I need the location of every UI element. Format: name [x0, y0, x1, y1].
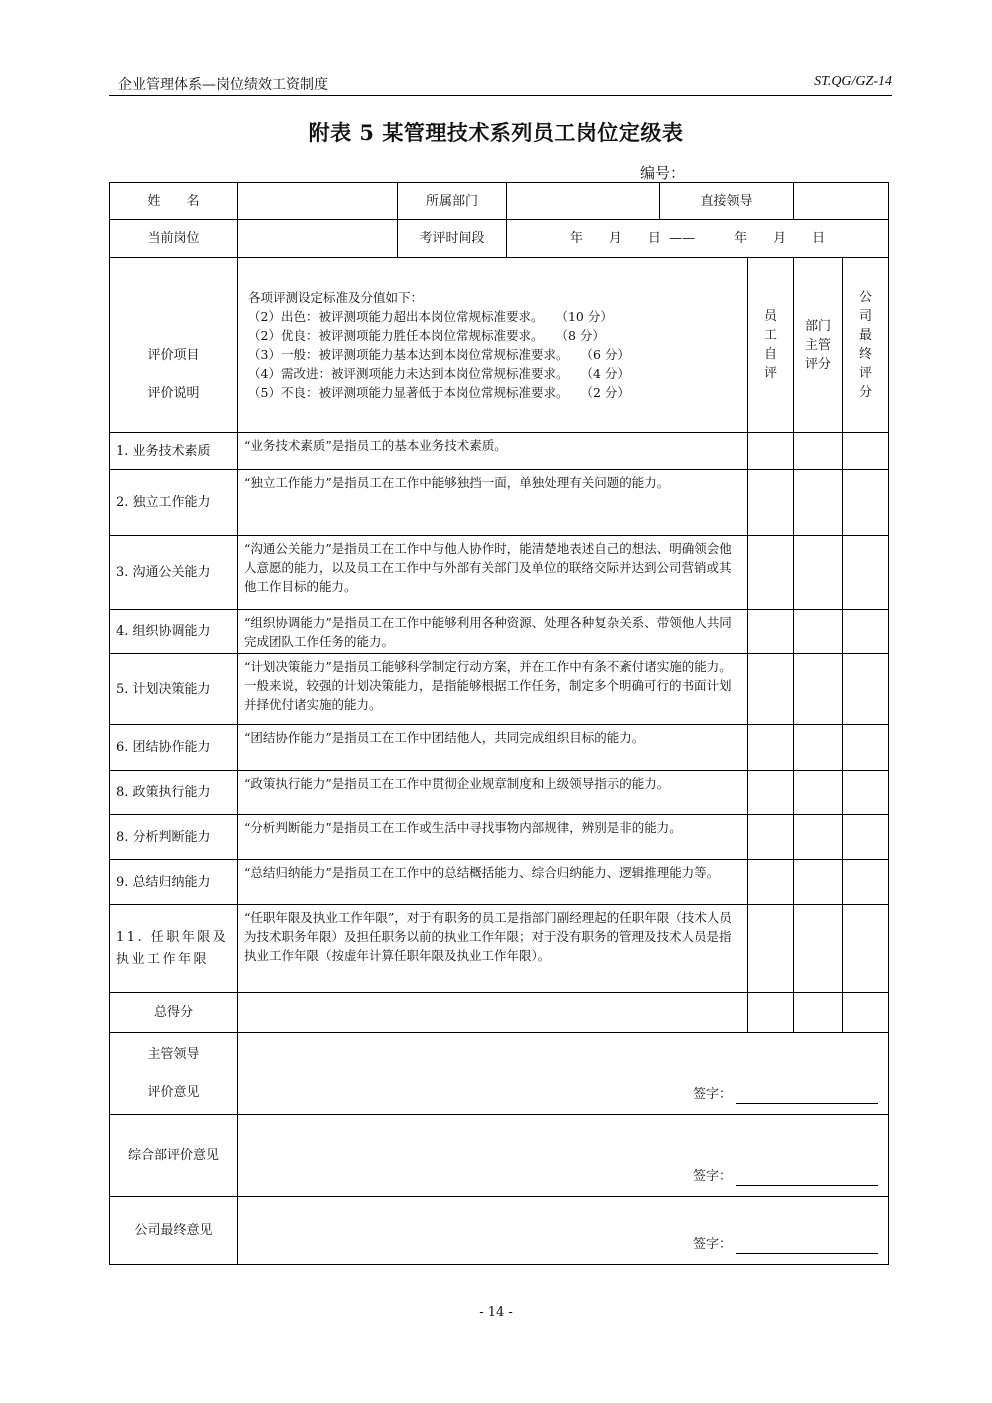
manager-score-cell[interactable] — [794, 470, 843, 536]
leader-label: 直接领导 — [660, 183, 794, 220]
company-score-cell[interactable] — [843, 610, 889, 654]
evaluation-item-row — [110, 610, 889, 654]
company-score-header-char: 最 — [859, 328, 873, 343]
info-row-2 — [110, 220, 889, 258]
evaluation-item-name: 5. 计划决策能力 — [110, 654, 238, 725]
scoring-level-text: （2）优良：被评测项能力胜任本岗位常规标准要求。 — [248, 328, 544, 343]
manager-score-cell[interactable] — [794, 815, 843, 860]
header-right: ST.QG/GZ-14 — [814, 74, 892, 89]
company-score-cell[interactable] — [843, 725, 889, 771]
scoring-level — [248, 326, 741, 345]
manager-score-cell[interactable] — [794, 771, 843, 815]
scoring-level — [248, 383, 741, 402]
position-label: 当前岗位 — [110, 220, 238, 258]
evaluation-item-desc: “政策执行能力”是指员工在工作中贯彻企业规章制度和上级领导指示的能力。 — [238, 771, 748, 815]
serial-blank[interactable] — [691, 168, 876, 183]
company-sign-label: 签字： — [693, 1237, 733, 1252]
self-score-header-char: 工 — [764, 328, 778, 343]
manager-sign-blank[interactable] — [736, 1089, 878, 1104]
evaluation-item-name: 1. 业务技术素质 — [110, 433, 238, 470]
manager-score-header — [794, 258, 843, 433]
manager-score-cell[interactable] — [794, 433, 843, 470]
scoring-standard — [238, 258, 748, 433]
scoring-level — [248, 364, 741, 383]
grading-table — [109, 182, 889, 1265]
self-score-cell[interactable] — [748, 536, 794, 610]
scoring-level — [248, 307, 741, 326]
company-score-header — [843, 258, 889, 433]
scoring-level-points: （4 分） — [580, 366, 630, 381]
company-opinion-row — [110, 1197, 889, 1265]
criteria-row — [110, 258, 889, 433]
dept-label: 所属部门 — [398, 183, 507, 220]
dept-field[interactable] — [507, 183, 660, 220]
evaluation-item-row — [110, 725, 889, 771]
page-title: 附表 5 某管理技术系列员工岗位定级表 — [308, 120, 684, 145]
scoring-intro: 各项评测设定标准及分值如下： — [248, 290, 424, 305]
company-score-header-char: 终 — [859, 347, 873, 362]
evaluation-item-row — [110, 536, 889, 610]
header-left: 企业管理体系—岗位绩效工资制度 — [118, 77, 328, 93]
self-score-cell[interactable] — [748, 860, 794, 905]
name-field[interactable] — [238, 183, 398, 220]
leader-field[interactable] — [794, 183, 889, 220]
hr-opinion-field[interactable] — [238, 1115, 889, 1197]
company-score-cell[interactable] — [843, 905, 889, 993]
evaluation-items — [110, 433, 889, 993]
evaluation-item-desc: “团结协作能力”是指员工在工作中团结他人，共同完成组织目标的能力。 — [238, 725, 748, 771]
total-self[interactable] — [748, 993, 794, 1033]
info-row-1 — [110, 183, 889, 220]
self-score-header-char: 员 — [764, 309, 778, 324]
self-score-cell[interactable] — [748, 610, 794, 654]
page-number: - 14 - — [479, 1305, 513, 1320]
manager-score-cell[interactable] — [794, 536, 843, 610]
hr-sign-blank[interactable] — [736, 1171, 878, 1186]
scoring-level-text: （5）不良：被评测项能力显著低于本岗位常规标准要求。 — [248, 385, 569, 400]
company-score-cell[interactable] — [843, 433, 889, 470]
company-score-cell[interactable] — [843, 654, 889, 725]
evaluation-item-name: 4. 组织协调能力 — [110, 610, 238, 654]
period-label: 考评时间段 — [398, 220, 507, 258]
evaluation-item-name: 3. 沟通公关能力 — [110, 536, 238, 610]
serial-number-field[interactable] — [640, 162, 876, 183]
evaluation-item-row — [110, 815, 889, 860]
evaluation-item-desc: “任职年限及执业工作年限”，对于有职务的员工是指部门副经理起的任职年限（技术人员为技术职务年限）及担任职务以前的执业工作年限；对于没有职务的管理及技术人员是指执业工作年限（按虚年计算任职年限及执业工作年限）。 — [238, 905, 748, 993]
evaluation-item-desc: “独立工作能力”是指员工在工作中能够独挡一面，单独处理有关问题的能力。 — [238, 470, 748, 536]
scoring-level-text: （3）一般：被评测项能力基本达到本岗位常规标准要求。 — [248, 347, 569, 362]
manager-opinion-line1: 主管领导 — [147, 1046, 200, 1062]
hr-opinion-label: 综合部评价意见 — [110, 1115, 238, 1197]
company-score-header-char: 司 — [859, 309, 873, 324]
evaluation-item-desc: “沟通公关能力”是指员工在工作中与他人协作时，能清楚地表述自己的想法、明确领会他人意愿的能力，以及员工在工作中与外部有关部门及单位的联络交际并达到公司营销或其他工作目标的能力。 — [238, 536, 748, 610]
evaluation-item-desc: “组织协调能力”是指员工在工作中能够利用各种资源、处理各种复杂关系、带领他人共同完成团队工作任务的能力。 — [238, 610, 748, 654]
company-sign-blank[interactable] — [736, 1239, 878, 1254]
hr-opinion-row — [110, 1115, 889, 1197]
evaluation-item-name: 8. 政策执行能力 — [110, 771, 238, 815]
evaluation-item-name: 11. 任职年限及执业工作年限 — [110, 905, 238, 993]
company-score-cell[interactable] — [843, 815, 889, 860]
total-row — [110, 993, 889, 1033]
scoring-level-points: （2 分） — [580, 385, 630, 400]
period-field[interactable]: 年 月 日 —— 年 月 日 — [507, 220, 889, 258]
total-manager[interactable] — [794, 993, 843, 1033]
manager-opinion-line2: 评价意见 — [147, 1084, 200, 1100]
scoring-level-points: （6 分） — [580, 347, 630, 362]
scoring-level-points: （10 分） — [555, 309, 613, 324]
item-label: 评价项目 — [147, 348, 200, 363]
evaluation-item-name: 9. 总结归纳能力 — [110, 860, 238, 905]
manager-score-cell[interactable] — [794, 860, 843, 905]
manager-opinion-row — [110, 1033, 889, 1115]
scoring-level — [248, 345, 741, 364]
evaluation-item-name: 8. 分析判断能力 — [110, 815, 238, 860]
evaluation-item-desc: “业务技术素质”是指员工的基本业务技术素质。 — [238, 433, 748, 470]
evaluation-item-desc: “分析判断能力”是指员工在工作或生活中寻找事物内部规律，辨别是非的能力。 — [238, 815, 748, 860]
evaluation-item-row — [110, 433, 889, 470]
manager-score-cell[interactable] — [794, 725, 843, 771]
self-score-cell[interactable] — [748, 771, 794, 815]
evaluation-item-desc: “总结归纳能力”是指员工在工作中的总结概括能力、综合归纳能力、逻辑推理能力等。 — [238, 860, 748, 905]
total-field[interactable] — [238, 993, 748, 1033]
hr-sign-label: 签字： — [693, 1169, 733, 1184]
scoring-level-text: （4）需改进：被评测项能力未达到本岗位常规标准要求。 — [248, 366, 569, 381]
manager-score-header-char: 评分 — [805, 356, 832, 372]
evaluation-item-row — [110, 470, 889, 536]
company-score-cell[interactable] — [843, 860, 889, 905]
name-label: 姓 名 — [110, 183, 238, 220]
company-score-cell[interactable] — [843, 771, 889, 815]
desc-label: 评价说明 — [147, 386, 200, 401]
evaluation-item-row — [110, 860, 889, 905]
manager-opinion-field[interactable] — [238, 1033, 889, 1115]
scoring-levels — [248, 307, 741, 402]
company-score-header-char: 评 — [859, 366, 873, 381]
header-divider — [109, 95, 892, 96]
company-opinion-field[interactable] — [238, 1197, 889, 1265]
manager-opinion-label — [110, 1033, 238, 1115]
company-score-cell[interactable] — [843, 470, 889, 536]
serial-label: 编号： — [640, 164, 686, 182]
self-score-header-char: 评 — [764, 366, 778, 381]
manager-score-cell[interactable] — [794, 905, 843, 993]
evaluation-item-name: 2. 独立工作能力 — [110, 470, 238, 536]
manager-sign-label: 签字： — [693, 1087, 733, 1102]
evaluation-item-row — [110, 654, 889, 725]
manager-score-cell[interactable] — [794, 610, 843, 654]
company-opinion-label: 公司最终意见 — [110, 1197, 238, 1265]
self-score-header-char: 自 — [764, 347, 778, 362]
evaluation-item-row — [110, 905, 889, 993]
manager-score-cell[interactable] — [794, 654, 843, 725]
scoring-level-points: （8 分） — [555, 328, 605, 343]
position-field[interactable] — [238, 220, 398, 258]
evaluation-item-name: 6. 团结协作能力 — [110, 725, 238, 771]
total-label: 总得分 — [110, 993, 238, 1033]
total-company[interactable] — [843, 993, 889, 1033]
company-score-header-char: 分 — [859, 385, 873, 400]
manager-score-header-char: 主管 — [805, 337, 832, 353]
self-score-cell[interactable] — [748, 470, 794, 536]
scoring-level-text: （2）出色：被评测项能力超出本岗位常规标准要求。 — [248, 309, 544, 324]
self-score-cell[interactable] — [748, 654, 794, 725]
manager-score-header-char: 部门 — [805, 318, 832, 334]
company-score-header-char: 公 — [859, 290, 873, 305]
self-score-cell[interactable] — [748, 725, 794, 771]
self-score-cell[interactable] — [748, 905, 794, 993]
self-score-cell[interactable] — [748, 433, 794, 470]
company-score-cell[interactable] — [843, 536, 889, 610]
criteria-header-cell — [110, 258, 238, 433]
self-score-cell[interactable] — [748, 815, 794, 860]
evaluation-item-desc: “计划决策能力”是指员工能够科学制定行动方案，并在工作中有条不紊付诸实施的能力。一般来说，较强的计划决策能力，是指能够根据工作任务，制定多个明确可行的书面计划并择优付诸实施的能力。 — [238, 654, 748, 725]
self-score-header — [748, 258, 794, 433]
evaluation-item-row — [110, 771, 889, 815]
